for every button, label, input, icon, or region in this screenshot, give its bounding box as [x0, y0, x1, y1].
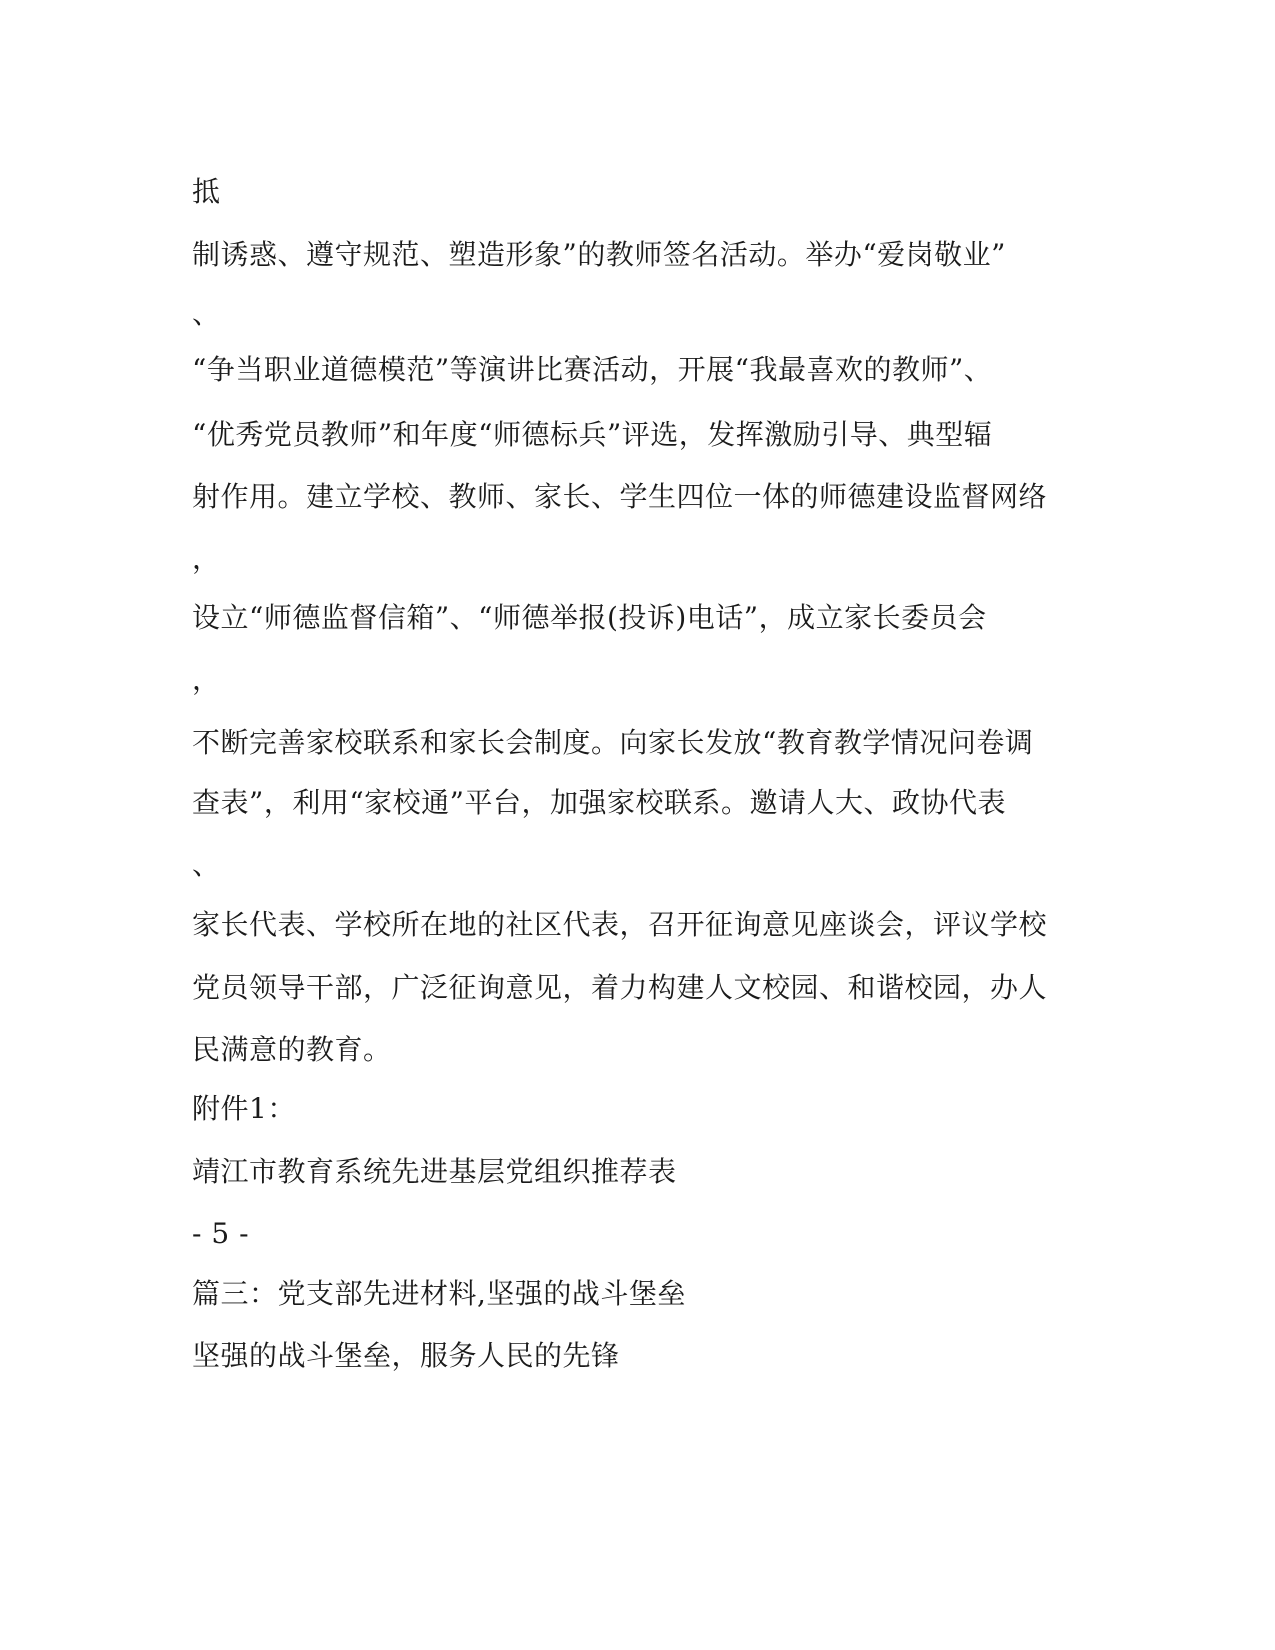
- text-line: 党员领导干部，广泛征询意见，着力构建人文校园、和谐校园，办人: [192, 971, 1048, 1004]
- text-line: ，: [192, 663, 221, 696]
- text-line: 靖江市教育系统先进基层党组织推荐表: [192, 1155, 677, 1188]
- text-line: 射作用。建立学校、教师、家长、学生四位一体的师德建设监督网络: [192, 480, 1048, 513]
- text-line: ，: [192, 542, 221, 575]
- text-line: 、: [192, 297, 221, 330]
- text-line: 查表”，利用“家校通”平台，加强家校联系。邀请人大、政协代表: [192, 786, 1006, 819]
- text-line: 不断完善家校联系和家长会制度。向家长发放“教育教学情况问卷调: [192, 726, 1034, 759]
- text-line: “争当职业道德模范”等演讲比赛活动，开展“我最喜欢的教师”、: [192, 353, 993, 386]
- text-line: 坚强的战斗堡垒，服务人民的先锋: [192, 1339, 620, 1372]
- text-line: 家长代表、学校所在地的社区代表，召开征询意见座谈会，评议学校: [192, 908, 1048, 941]
- page-number: - 5 -: [192, 1217, 250, 1250]
- text-line: 制诱惑、遵守规范、塑造形象”的教师签名活动。举办“爱岗敬业”: [192, 238, 1006, 271]
- text-line: 抵: [192, 175, 221, 208]
- text-line: “优秀党员教师”和年度“师德标兵”评选，发挥激励引导、典型辐: [192, 418, 993, 451]
- section-heading: 篇三：党支部先进材料,坚强的战斗堡垒: [192, 1277, 686, 1310]
- text-line: 附件1：: [192, 1092, 296, 1125]
- text-line: 、: [192, 848, 221, 881]
- text-line: 设立“师德监督信箱”、“师德举报(投诉)电话”，成立家长委员会: [192, 601, 987, 634]
- text-line: 民满意的教育。: [192, 1033, 392, 1066]
